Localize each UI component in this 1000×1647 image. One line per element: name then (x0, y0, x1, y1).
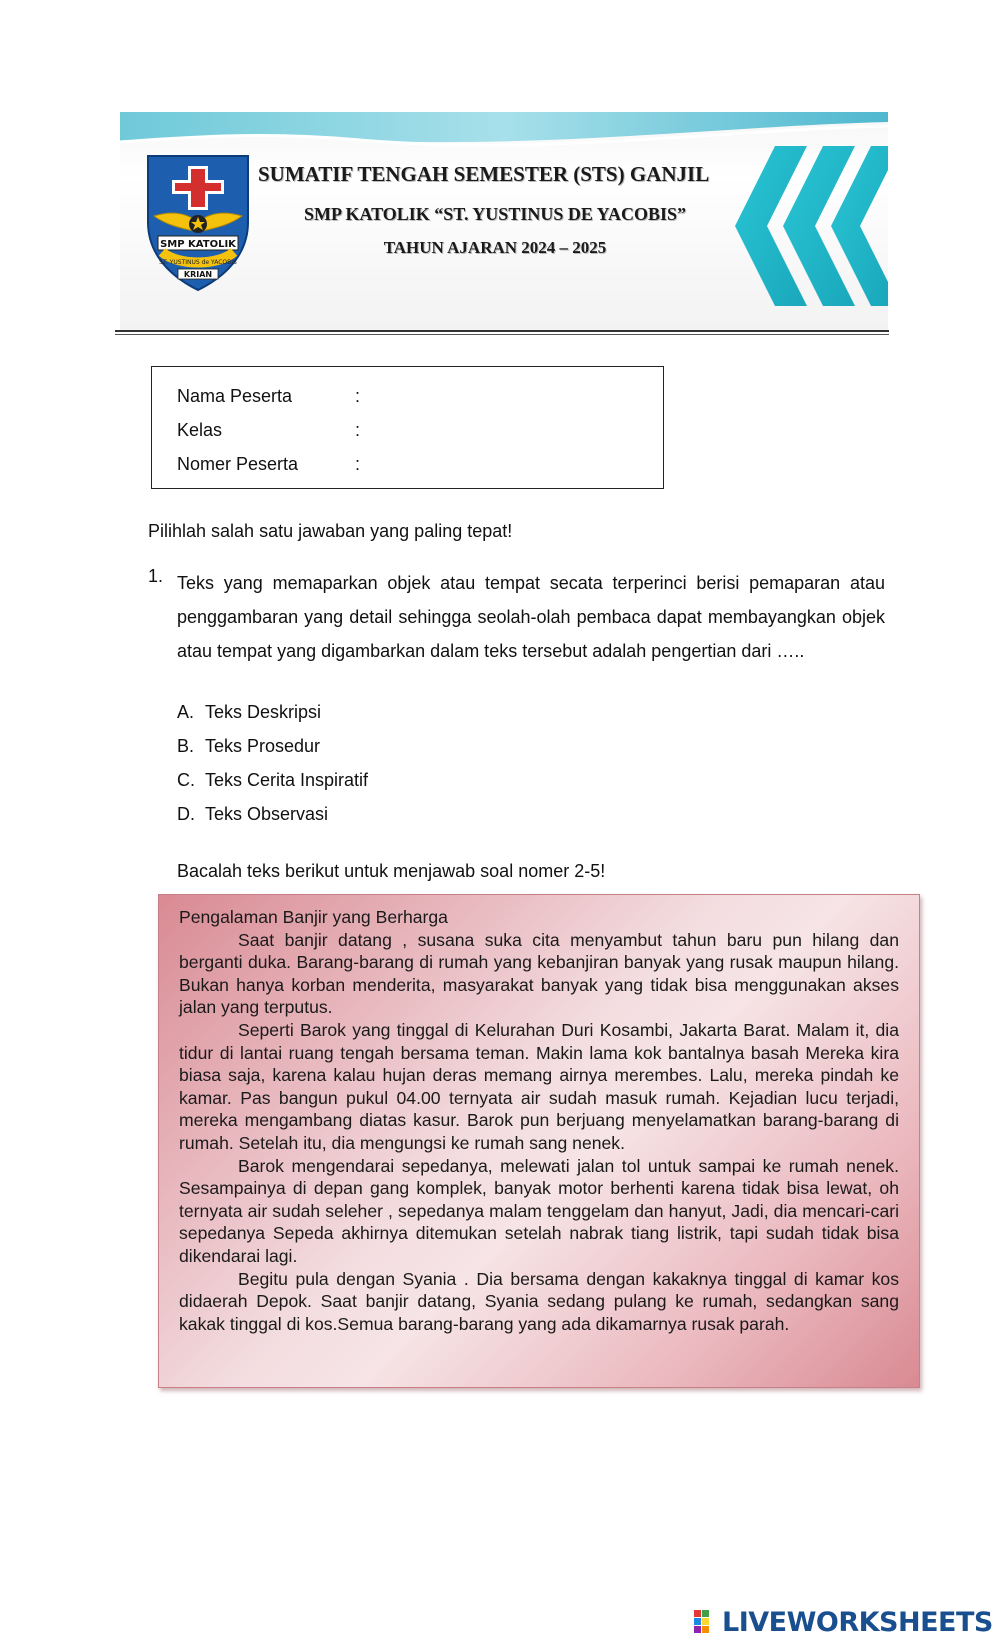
logo-square (694, 1626, 701, 1633)
identity-separator: : (355, 420, 361, 440)
logo-square (694, 1618, 701, 1625)
identity-label: Nama Peserta (177, 386, 293, 406)
identity-row-number (177, 454, 360, 475)
school-logo (144, 152, 252, 292)
liveworksheets-logo-icon (694, 1610, 718, 1634)
identity-row-class (177, 420, 360, 441)
option-text: Teks Deskripsi (205, 702, 322, 722)
question-text: Teks yang memaparkan objek atau tempat secata terperinci berisi pemaparan atau penggambaran yang detail sehingga seolah-olah pembaca dapat membayangkan objek atau tempat yang digambarkan dalam teks tersebut adalah pengertian dari ….. (177, 573, 885, 661)
identity-row-name (177, 386, 360, 407)
option-d[interactable] (177, 804, 328, 825)
identity-separator: : (355, 454, 361, 474)
identity-label: Kelas (177, 420, 223, 440)
question-number: 1. (148, 566, 164, 586)
logo-square (702, 1626, 709, 1633)
option-c[interactable] (177, 770, 368, 791)
option-letter: A. (177, 702, 195, 722)
option-text: Teks Observasi (205, 804, 329, 824)
logo-text-mid: ST. YUSTINUS de YACOBIS (159, 259, 237, 266)
header-rule (115, 330, 889, 332)
participant-identity-box (151, 366, 664, 489)
logo-text-bottom: KRIAN (183, 270, 213, 279)
exam-title: SUMATIF TENGAH SEMESTER (STS) GANJIL (258, 162, 710, 186)
general-instruction: Pilihlah salah satu jawaban yang paling tepat! (148, 521, 513, 541)
logo-square (702, 1618, 709, 1625)
option-a[interactable] (177, 702, 321, 723)
logo-square (702, 1610, 709, 1617)
school-name: SMP KATOLIK “ST. YUSTINUS DE YACOBIS” (303, 204, 687, 224)
passage-paragraph: Barok mengendarai sepedanya, melewati jalan tol untuk sampai ke rumah nenek. Sesampainya di depan gang komplek, banyak motor berhenti karena tidak bisa lewat, oh ternyata air sudah seleher , sepedanya malam tenggelam dan hanyut, Jadi, dia mencari-cari sepedanya Sepeda akhirnya ditemukan setelah nabrak tiang listrik, tapi sudah tidak bisa dikendarai lagi. (179, 1155, 899, 1266)
passage-paragraph: Saat banjir datang , susana suka cita menyambut tahun baru pun hilang dan berganti duka. Barang-barang di rumah yang kebanjiran banyak yang rusak maupun hilang. Bukan hanya korban menderita, masyarakat banyak yang tidak bisa menggunakan akses jalan yang terputus. (179, 929, 899, 1018)
option-letter: B. (177, 736, 195, 756)
passage-paragraph: Begitu pula dengan Syania . Dia bersama dengan kakaknya tinggal di kamar kos didaerah Depok. Saat banjir datang, Syania sedang pulang ke rumah, sedangkan sang kakak tinggal di kos.Semua barang-barang yang ada dikamarnya rusak parah. (179, 1268, 899, 1334)
header-rule-thin (115, 334, 889, 335)
option-text: Teks Prosedur (205, 736, 321, 756)
logo-square (694, 1610, 701, 1617)
option-letter: D. (177, 804, 195, 824)
identity-label: Nomer Peserta (177, 454, 299, 474)
passage-paragraph: Seperti Barok yang tinggal di Kelurahan Duri Kosambi, Jakarta Barat. Malam it, dia tidur di lantai ruang tengah bersama teman. Makin lama kok bantalnya basah Mereka kira biasa saja, karena kalau hujan deras memang airnya merembes. Lalu, mereka pindah ke kamar. Pas bangun pukul 04.00 ternyata air sudah masuk rumah. Kejadian lucu terjadi, mereka mengambang diatas kasur. Barok pun berjuang menyelamatkan barang-barang di rumah. Setelah itu, dia mengungsi ke rumah sang nenek. (179, 1019, 899, 1153)
chevron-arrows-decoration (723, 140, 888, 310)
reading-instruction: Bacalah teks berikut untuk menjawab soal nomer 2-5! (177, 861, 606, 881)
brand-name: LIVEWORKSHEETS (722, 1606, 993, 1638)
identity-separator: : (355, 386, 361, 406)
option-b[interactable] (177, 736, 320, 757)
option-letter: C. (177, 770, 195, 790)
academic-year: TAHUN AJARAN 2024 – 2025 (383, 238, 607, 257)
option-text: Teks Cerita Inspiratif (205, 770, 369, 790)
liveworksheets-brand[interactable] (694, 1607, 993, 1637)
reading-passage-box (158, 894, 920, 1388)
passage-title: Pengalaman Banjir yang Berharga (179, 907, 448, 927)
exam-header (120, 112, 888, 330)
logo-text-top: SMP KATOLIK (160, 239, 236, 250)
